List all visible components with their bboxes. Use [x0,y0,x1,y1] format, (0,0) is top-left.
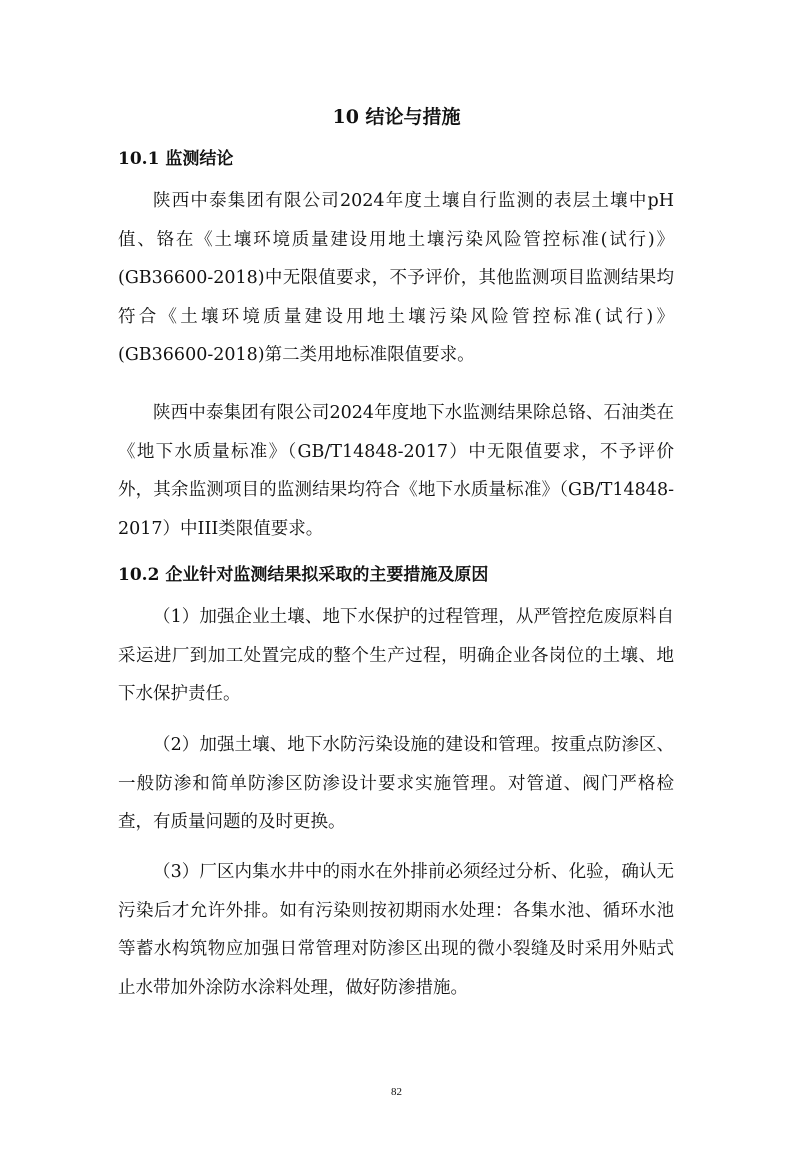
section-heading-measures: 10.2 企业针对监测结果拟采取的主要措施及原因 [118,565,489,585]
paragraph-measure-3: （3）厂区内集水井中的雨水在外排前必须经过分析、化验，确认无污染后才允许外排。如有污染则按初期雨水处理：各集水池、循环水池等蓄水构筑物应加强日常管理对防渗区出现的微小裂缝及时采用外贴式止水带加外涂防水涂料处理，做好防渗措施。 [118,862,674,998]
paragraph-soil-conclusion: 陕西中泰集团有限公司2024年度土壤自行监测的表层土壤中pH值、铬在《土壤环境质量建设用地土壤污染风险管控标准(试行)》(GB36600-2018)中无限值要求，不予评价，其他监测项目监测结果均符合《土壤环境质量建设用地土壤污染风险管控标准(试行)》(GB36600-2018)第二类用地标准限值要求。 [118,191,674,365]
page-number: 82 [391,1086,402,1098]
section-heading-monitoring-conclusion: 10.1 监测结论 [118,149,234,169]
paragraph-measure-2: （2）加强土壤、地下水防污染设施的建设和管理。按重点防渗区、一般防渗和简单防渗区防渗设计要求实施管理。对管道、阀门严格检查，有质量问题的及时更换。 [118,735,674,832]
paragraph-measure-1: （1）加强企业土壤、地下水保护的过程管理，从严管控危废原料自采运进厂到加工处置完成的整个生产过程，明确企业各岗位的土壤、地下水保护责任。 [118,607,674,704]
paragraph-groundwater-conclusion: 陕西中泰集团有限公司2024年度地下水监测结果除总铬、石油类在《地下水质量标准》（GB/T14848-2017）中无限值要求，不予评价外，其余监测项目的监测结果均符合《地下水质量标准》（GB/T14848-2017）中III类限值要求。 [118,403,674,539]
chapter-title: 10 结论与措施 [332,106,461,128]
